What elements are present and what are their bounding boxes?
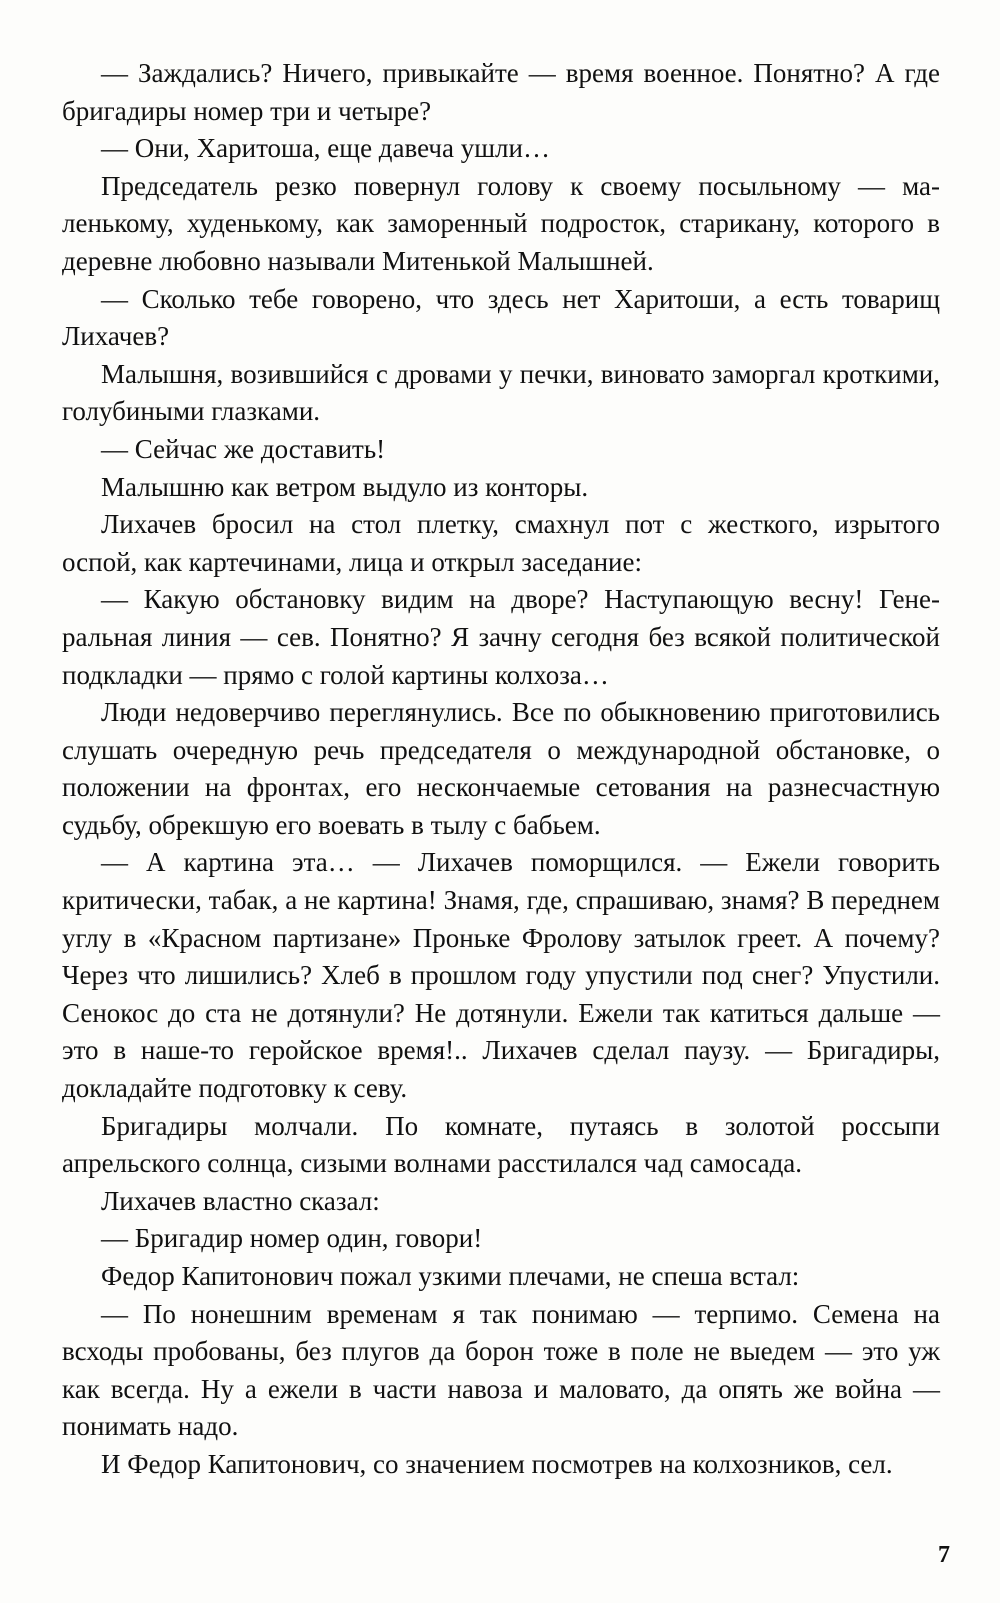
paragraph: Люди недоверчиво переглянулись. Все по обыкновению приготовились слушать очередную речь председателя о международной обстановке, о положении на фронтах, его нескончаемые сетования на разнесчастную судьбу, обрекшую его воевать в тылу с бабьем. — [62, 697, 940, 840]
paragraph: — По нонешним временам я так понимаю — терпимо. Семена на всходы пробованы, без плугов да борон тоже в поле не выедем — это уж как всегда. Ну а ежели в части навоза и маловато, да опять же война — понимать надо. — [62, 1298, 940, 1442]
paragraph: Федор Капитонович пожал узкими плечами, не спеша встал: — [101, 1261, 800, 1291]
paragraph: — Сейчас же доставить! — [101, 433, 386, 464]
page-number: 7 — [938, 1542, 950, 1568]
paragraph: — Сколько тебе говорено, что здесь нет Харитоши, а есть товарищ Лихачев? — [62, 283, 940, 352]
paragraph: — Какую обстановку видим на дворе? Наступающую весну! Генеральная линия — сев. Понятно? Я зачну сегодня без всякой политической подкладки — прямо с голой картины колхоза… — [62, 584, 940, 690]
paragraph: Председатель резко повернул голову к своему посыльному — маленькому, худенькому, как заморенный подросток, старикану, которого в деревне любовно называли Митенькой Малышней. — [62, 170, 940, 276]
paragraph: Бригадиры молчали. По комнате, путаясь в золотой россыпи апрельского солнца, сизыми волнами расстилался чад самосада. — [62, 1110, 940, 1179]
paragraph: Малышня, возившийся с дровами у печки, виновато заморгал кроткими, голубиными глазками. — [62, 358, 940, 427]
paragraph: — Заждались? Ничего, привыкайте — время военное. Понятно? А где бригадиры номер три и четыре? — [62, 58, 940, 126]
paragraph: Лихачев властно сказал: — [101, 1185, 380, 1216]
paragraph: Лихачев бросил на стол плетку, смахнул пот с жесткого, изрытого оспой, как картечинами, лица и открыл заседание: — [62, 509, 940, 577]
page-body-text — [62, 55, 940, 1484]
paragraph: — Бригадир номер один, говори! — [101, 1223, 483, 1254]
paragraph: — А картина эта… — Лихачев поморщился. — Ежели говорить критически, табак, а не картина! Знамя, где, спрашиваю, знамя? В переднем углу в «Красном партизане» Проньке Фролову затылок греет. А почему? Через что лишились? Хлеб в прошлом году упустили под снег? Упустили. Сенокос до ста не дотянули? Не дотянули. Ежели так катиться дальше — это в наше-то геройское время!.. Лихачев сделал паузу. — Бригадиры, докладайте подготовку к севу. — [62, 847, 940, 1104]
paragraph: И Федор Капитонович, со значением посмотрев на колхозников, сел. — [101, 1448, 893, 1479]
paragraph: — Они, Харитоша, еще давеча ушли… — [101, 133, 550, 164]
paragraph: Малышню как ветром выдуло из конторы. — [101, 471, 589, 502]
